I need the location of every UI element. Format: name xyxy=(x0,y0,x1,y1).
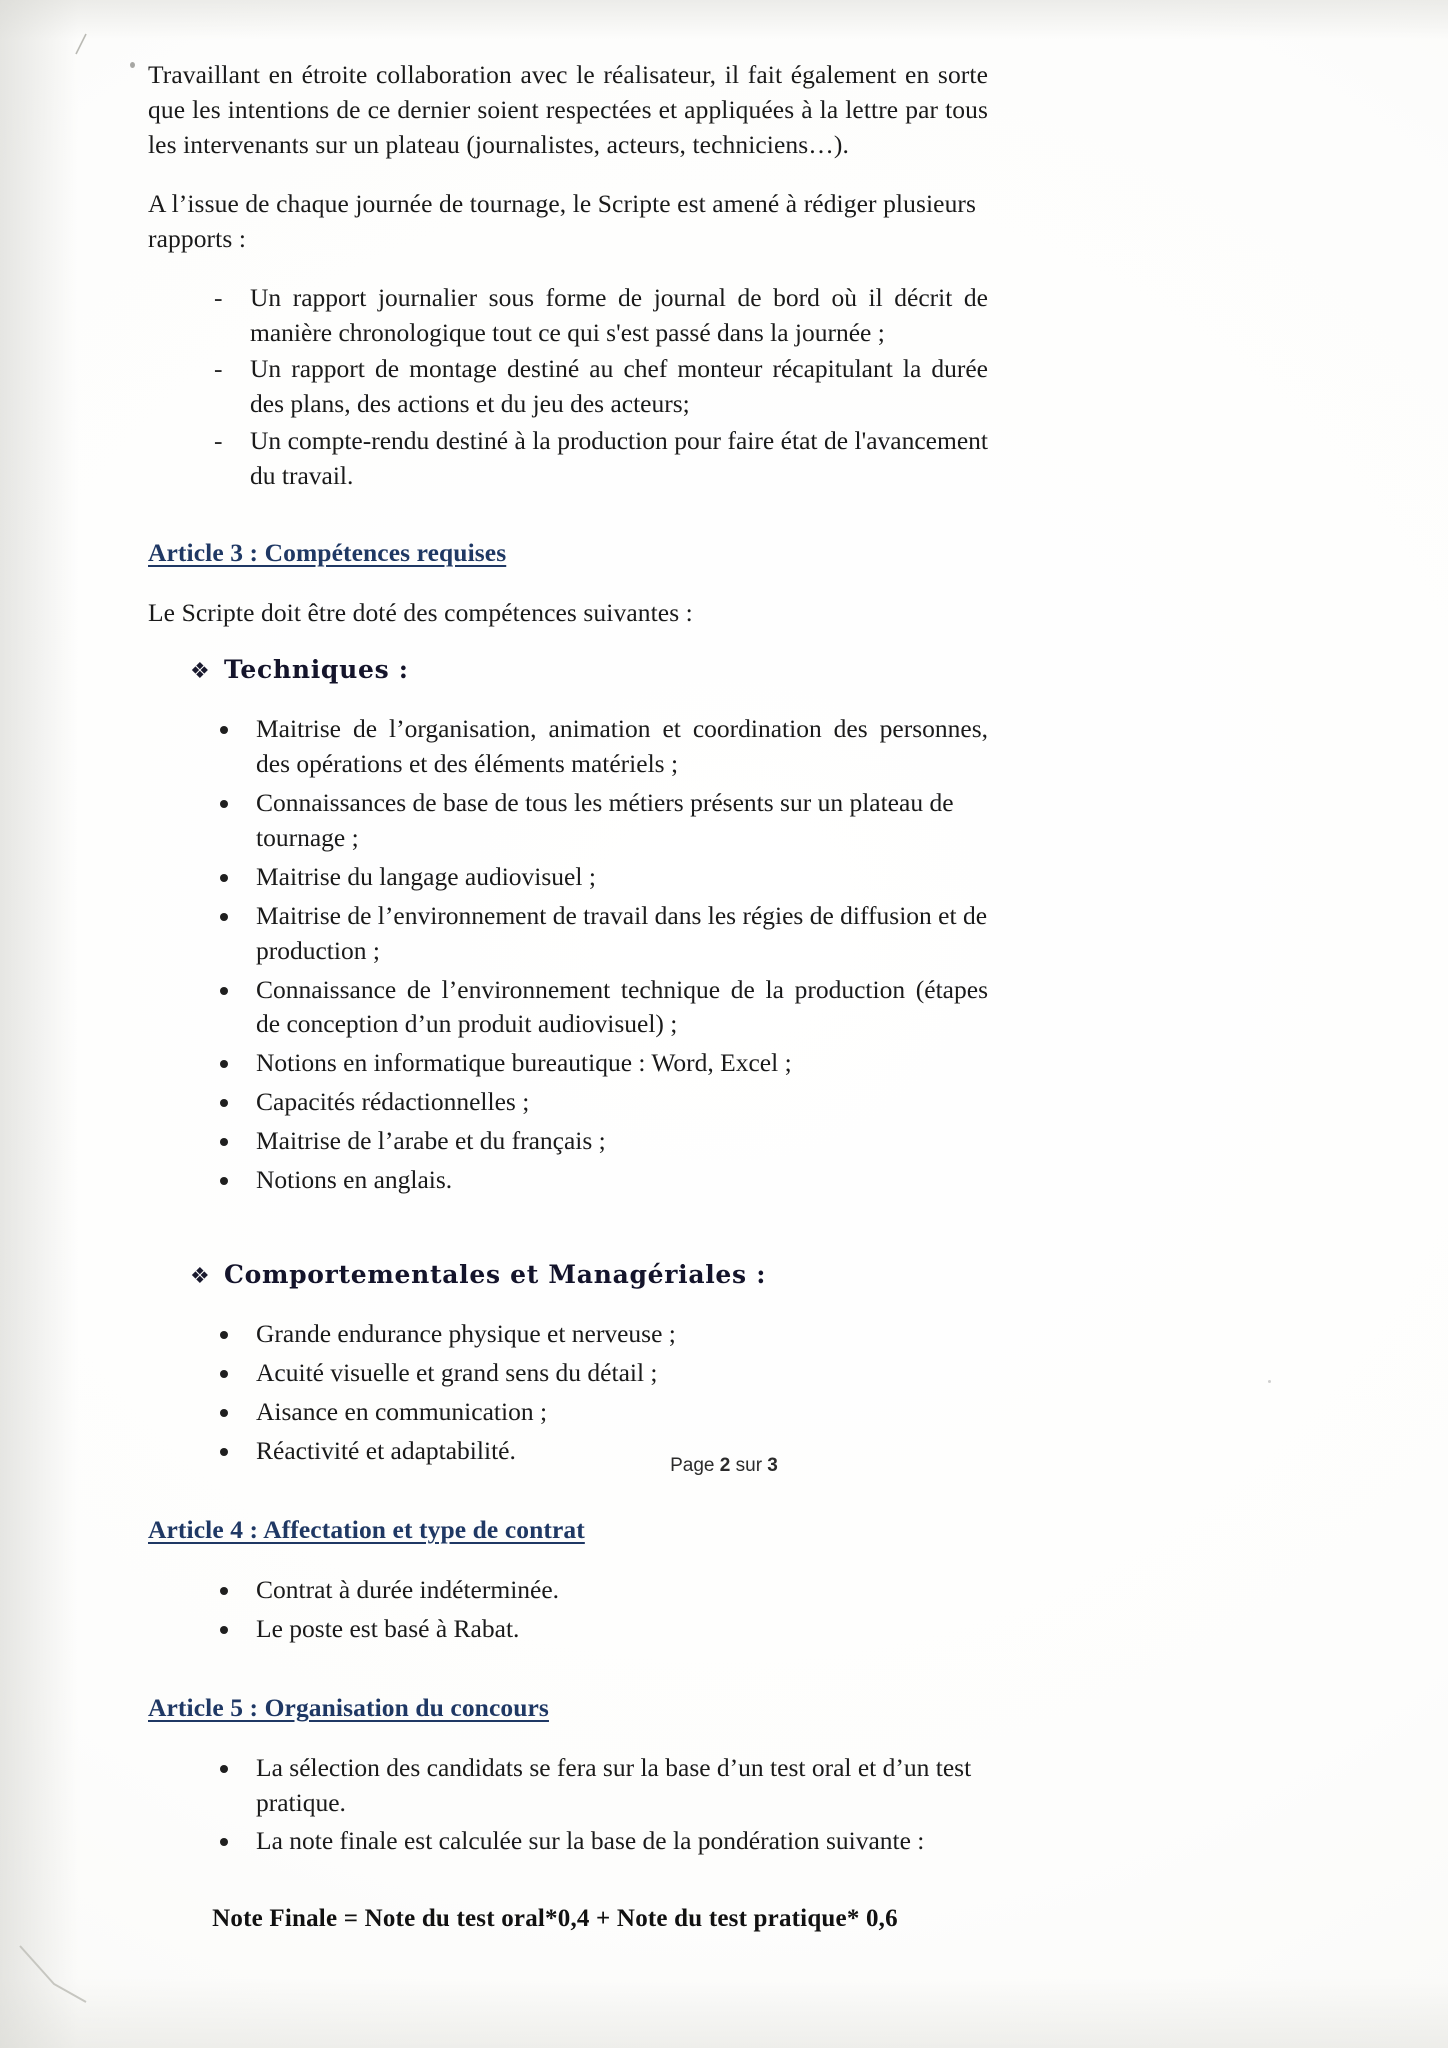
list-item: Réactivité et adaptabilité. xyxy=(148,1434,988,1469)
list-item: Notions en anglais. xyxy=(148,1163,988,1198)
intro-paragraph-1: Travaillant en étroite collaboration avec le réalisateur, il fait également en sorte que les intentions de ce dernier soient respectées et appliquées à la lettre par tous les intervenants sur un plateau (journalistes, acteurs, techniciens…). xyxy=(148,60,988,159)
final-score-formula: Note Finale = Note du test oral*0,4 + Note du test pratique* 0,6 xyxy=(212,1905,898,1933)
list-item: - Un rapport journalier sous forme de journal de bord où il décrit de manière chronologique tout ce qui s'est passé dans la journée ; xyxy=(178,281,988,351)
article-3-heading: Article 3 : Compétences requises xyxy=(148,538,507,568)
article-4-list xyxy=(148,1573,988,1647)
article-5-list xyxy=(148,1751,988,1860)
diamond-bullet-icon: ❖ xyxy=(190,658,210,684)
page-footer-current: 2 xyxy=(719,1455,731,1476)
techniques-subheading-label: Techniques : xyxy=(224,655,409,685)
techniques-list xyxy=(148,712,988,1198)
page-footer-total: 3 xyxy=(767,1455,778,1476)
list-item: Grande endurance physique et nerveuse ; xyxy=(148,1317,988,1352)
list-item: - Un rapport de montage destiné au chef monteur récapitulant la durée des plans, des actions et du jeu des acteurs; xyxy=(178,352,988,422)
list-item: La note finale est calculée sur la base de la pondération suivante : xyxy=(148,1824,988,1859)
list-item: Maitrise de l’organisation, animation et coordination des personnes, des opérations et des éléments matériels ; xyxy=(148,712,988,782)
article-5-heading: Article 5 : Organisation du concours xyxy=(148,1692,549,1722)
comportementales-subheading-label: Comportementales et Managériales : xyxy=(224,1260,767,1290)
reports-list xyxy=(148,281,988,495)
list-item: Contrat à durée indéterminée. xyxy=(148,1573,988,1608)
page-footer-middle: sur xyxy=(730,1455,768,1476)
list-item: Acuité visuelle et grand sens du détail ; xyxy=(148,1356,988,1391)
diamond-bullet-icon: ❖ xyxy=(190,1263,210,1289)
article-4-heading: Article 4 : Affectation et type de contrat xyxy=(148,1514,585,1544)
comportementales-subheading xyxy=(148,1260,988,1289)
article-3-heading-wrap xyxy=(148,538,988,568)
list-item: La sélection des candidats se fera sur la base d’un test oral et d’un test pratique. xyxy=(148,1751,988,1821)
list-item: Maitrise du langage audiovisuel ; xyxy=(148,860,988,895)
list-item: Capacités rédactionnelles ; xyxy=(148,1085,988,1120)
list-item: Connaissances de base de tous les métiers présents sur un plateau de tournage ; xyxy=(148,786,988,856)
document-body xyxy=(148,58,988,1933)
comportementales-list xyxy=(148,1317,988,1469)
article-5-heading-wrap xyxy=(148,1693,988,1723)
list-item: Notions en informatique bureautique : Word, Excel ; xyxy=(148,1046,988,1081)
list-item: Le poste est basé à Rabat. xyxy=(148,1612,988,1647)
intro-paragraph-2: A l’issue de chaque journée de tournage, le Scripte est amené à rédiger plusieurs rapports : xyxy=(148,188,977,253)
list-item: Connaissance de l’environnement technique de la production (étapes de conception d’un produit audiovisuel) ; xyxy=(148,973,988,1043)
page-footer xyxy=(0,1455,1448,1477)
list-item: Maitrise de l’environnement de travail dans les régies de diffusion et de production ; xyxy=(148,899,988,969)
page-footer-prefix: Page xyxy=(670,1455,720,1476)
article-4-heading-wrap xyxy=(148,1515,988,1545)
techniques-subheading xyxy=(148,655,988,684)
list-item: - Un compte-rendu destiné à la production pour faire état de l'avancement du travail. xyxy=(178,424,988,494)
article-3-lead: Le Scripte doit être doté des compétences suivantes : xyxy=(148,598,693,628)
list-item: Aisance en communication ; xyxy=(148,1395,988,1430)
list-item: Maitrise de l’arabe et du français ; xyxy=(148,1124,988,1159)
